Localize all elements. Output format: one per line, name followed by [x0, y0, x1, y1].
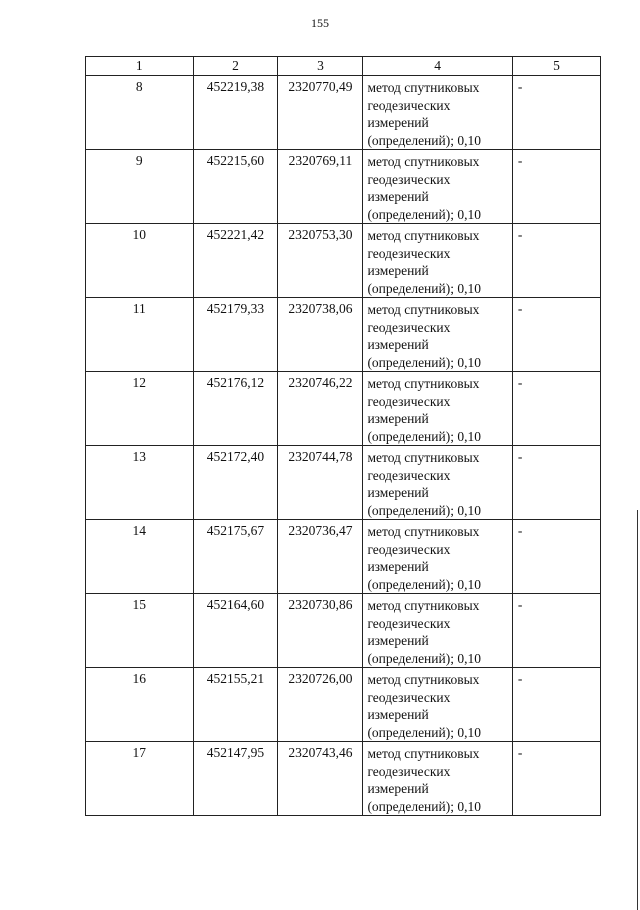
point-number-cell: 9 — [86, 150, 194, 224]
y-coordinate-cell: 2320738,06 — [278, 298, 363, 372]
table-row — [86, 446, 601, 520]
y-coordinate-cell: 2320770,49 — [278, 76, 363, 150]
note-cell: - — [512, 520, 600, 594]
x-coordinate-cell: 452176,12 — [193, 372, 278, 446]
column-header: 2 — [193, 57, 278, 76]
x-coordinate-cell: 452219,38 — [193, 76, 278, 150]
y-coordinate-cell: 2320753,30 — [278, 224, 363, 298]
point-number-cell: 13 — [86, 446, 194, 520]
note-cell: - — [512, 150, 600, 224]
point-number-cell: 17 — [86, 742, 194, 816]
table-row — [86, 76, 601, 150]
x-coordinate-cell: 452179,33 — [193, 298, 278, 372]
table-row — [86, 224, 601, 298]
y-coordinate-cell: 2320730,86 — [278, 594, 363, 668]
method-cell: метод спутниковых геодезических измерений (определений); 0,10 — [363, 742, 512, 816]
note-cell: - — [512, 298, 600, 372]
column-header: 5 — [512, 57, 600, 76]
note-cell: - — [512, 668, 600, 742]
point-number-cell: 8 — [86, 76, 194, 150]
table-row — [86, 520, 601, 594]
x-coordinate-cell: 452147,95 — [193, 742, 278, 816]
x-coordinate-cell: 452155,21 — [193, 668, 278, 742]
y-coordinate-cell: 2320744,78 — [278, 446, 363, 520]
scan-edge-line — [637, 510, 638, 910]
method-cell: метод спутниковых геодезических измерений (определений); 0,10 — [363, 594, 512, 668]
method-cell: метод спутниковых геодезических измерений (определений); 0,10 — [363, 446, 512, 520]
column-header: 1 — [86, 57, 194, 76]
method-cell: метод спутниковых геодезических измерений (определений); 0,10 — [363, 520, 512, 594]
method-cell: метод спутниковых геодезических измерений (определений); 0,10 — [363, 150, 512, 224]
x-coordinate-cell: 452221,42 — [193, 224, 278, 298]
x-coordinate-cell: 452215,60 — [193, 150, 278, 224]
note-cell: - — [512, 742, 600, 816]
table-row — [86, 742, 601, 816]
x-coordinate-cell: 452172,40 — [193, 446, 278, 520]
x-coordinate-cell: 452164,60 — [193, 594, 278, 668]
page-number: 155 — [311, 16, 329, 30]
table-row — [86, 372, 601, 446]
x-coordinate-cell: 452175,67 — [193, 520, 278, 594]
y-coordinate-cell: 2320726,00 — [278, 668, 363, 742]
note-cell: - — [512, 224, 600, 298]
point-number-cell: 14 — [86, 520, 194, 594]
table-row — [86, 668, 601, 742]
point-number-cell: 15 — [86, 594, 194, 668]
point-number-cell: 11 — [86, 298, 194, 372]
y-coordinate-cell: 2320769,11 — [278, 150, 363, 224]
table-row — [86, 150, 601, 224]
note-cell: - — [512, 76, 600, 150]
method-cell: метод спутниковых геодезических измерений (определений); 0,10 — [363, 668, 512, 742]
point-number-cell: 12 — [86, 372, 194, 446]
note-cell: - — [512, 446, 600, 520]
column-header: 4 — [363, 57, 512, 76]
coordinates-table — [85, 56, 601, 816]
point-number-cell: 10 — [86, 224, 194, 298]
table-row — [86, 298, 601, 372]
y-coordinate-cell: 2320743,46 — [278, 742, 363, 816]
y-coordinate-cell: 2320746,22 — [278, 372, 363, 446]
note-cell: - — [512, 594, 600, 668]
method-cell: метод спутниковых геодезических измерений (определений); 0,10 — [363, 372, 512, 446]
note-cell: - — [512, 372, 600, 446]
table-row — [86, 594, 601, 668]
method-cell: метод спутниковых геодезических измерений (определений); 0,10 — [363, 76, 512, 150]
method-cell: метод спутниковых геодезических измерений (определений); 0,10 — [363, 298, 512, 372]
method-cell: метод спутниковых геодезических измерений (определений); 0,10 — [363, 224, 512, 298]
column-header: 3 — [278, 57, 363, 76]
point-number-cell: 16 — [86, 668, 194, 742]
y-coordinate-cell: 2320736,47 — [278, 520, 363, 594]
table-header-row — [86, 57, 601, 76]
